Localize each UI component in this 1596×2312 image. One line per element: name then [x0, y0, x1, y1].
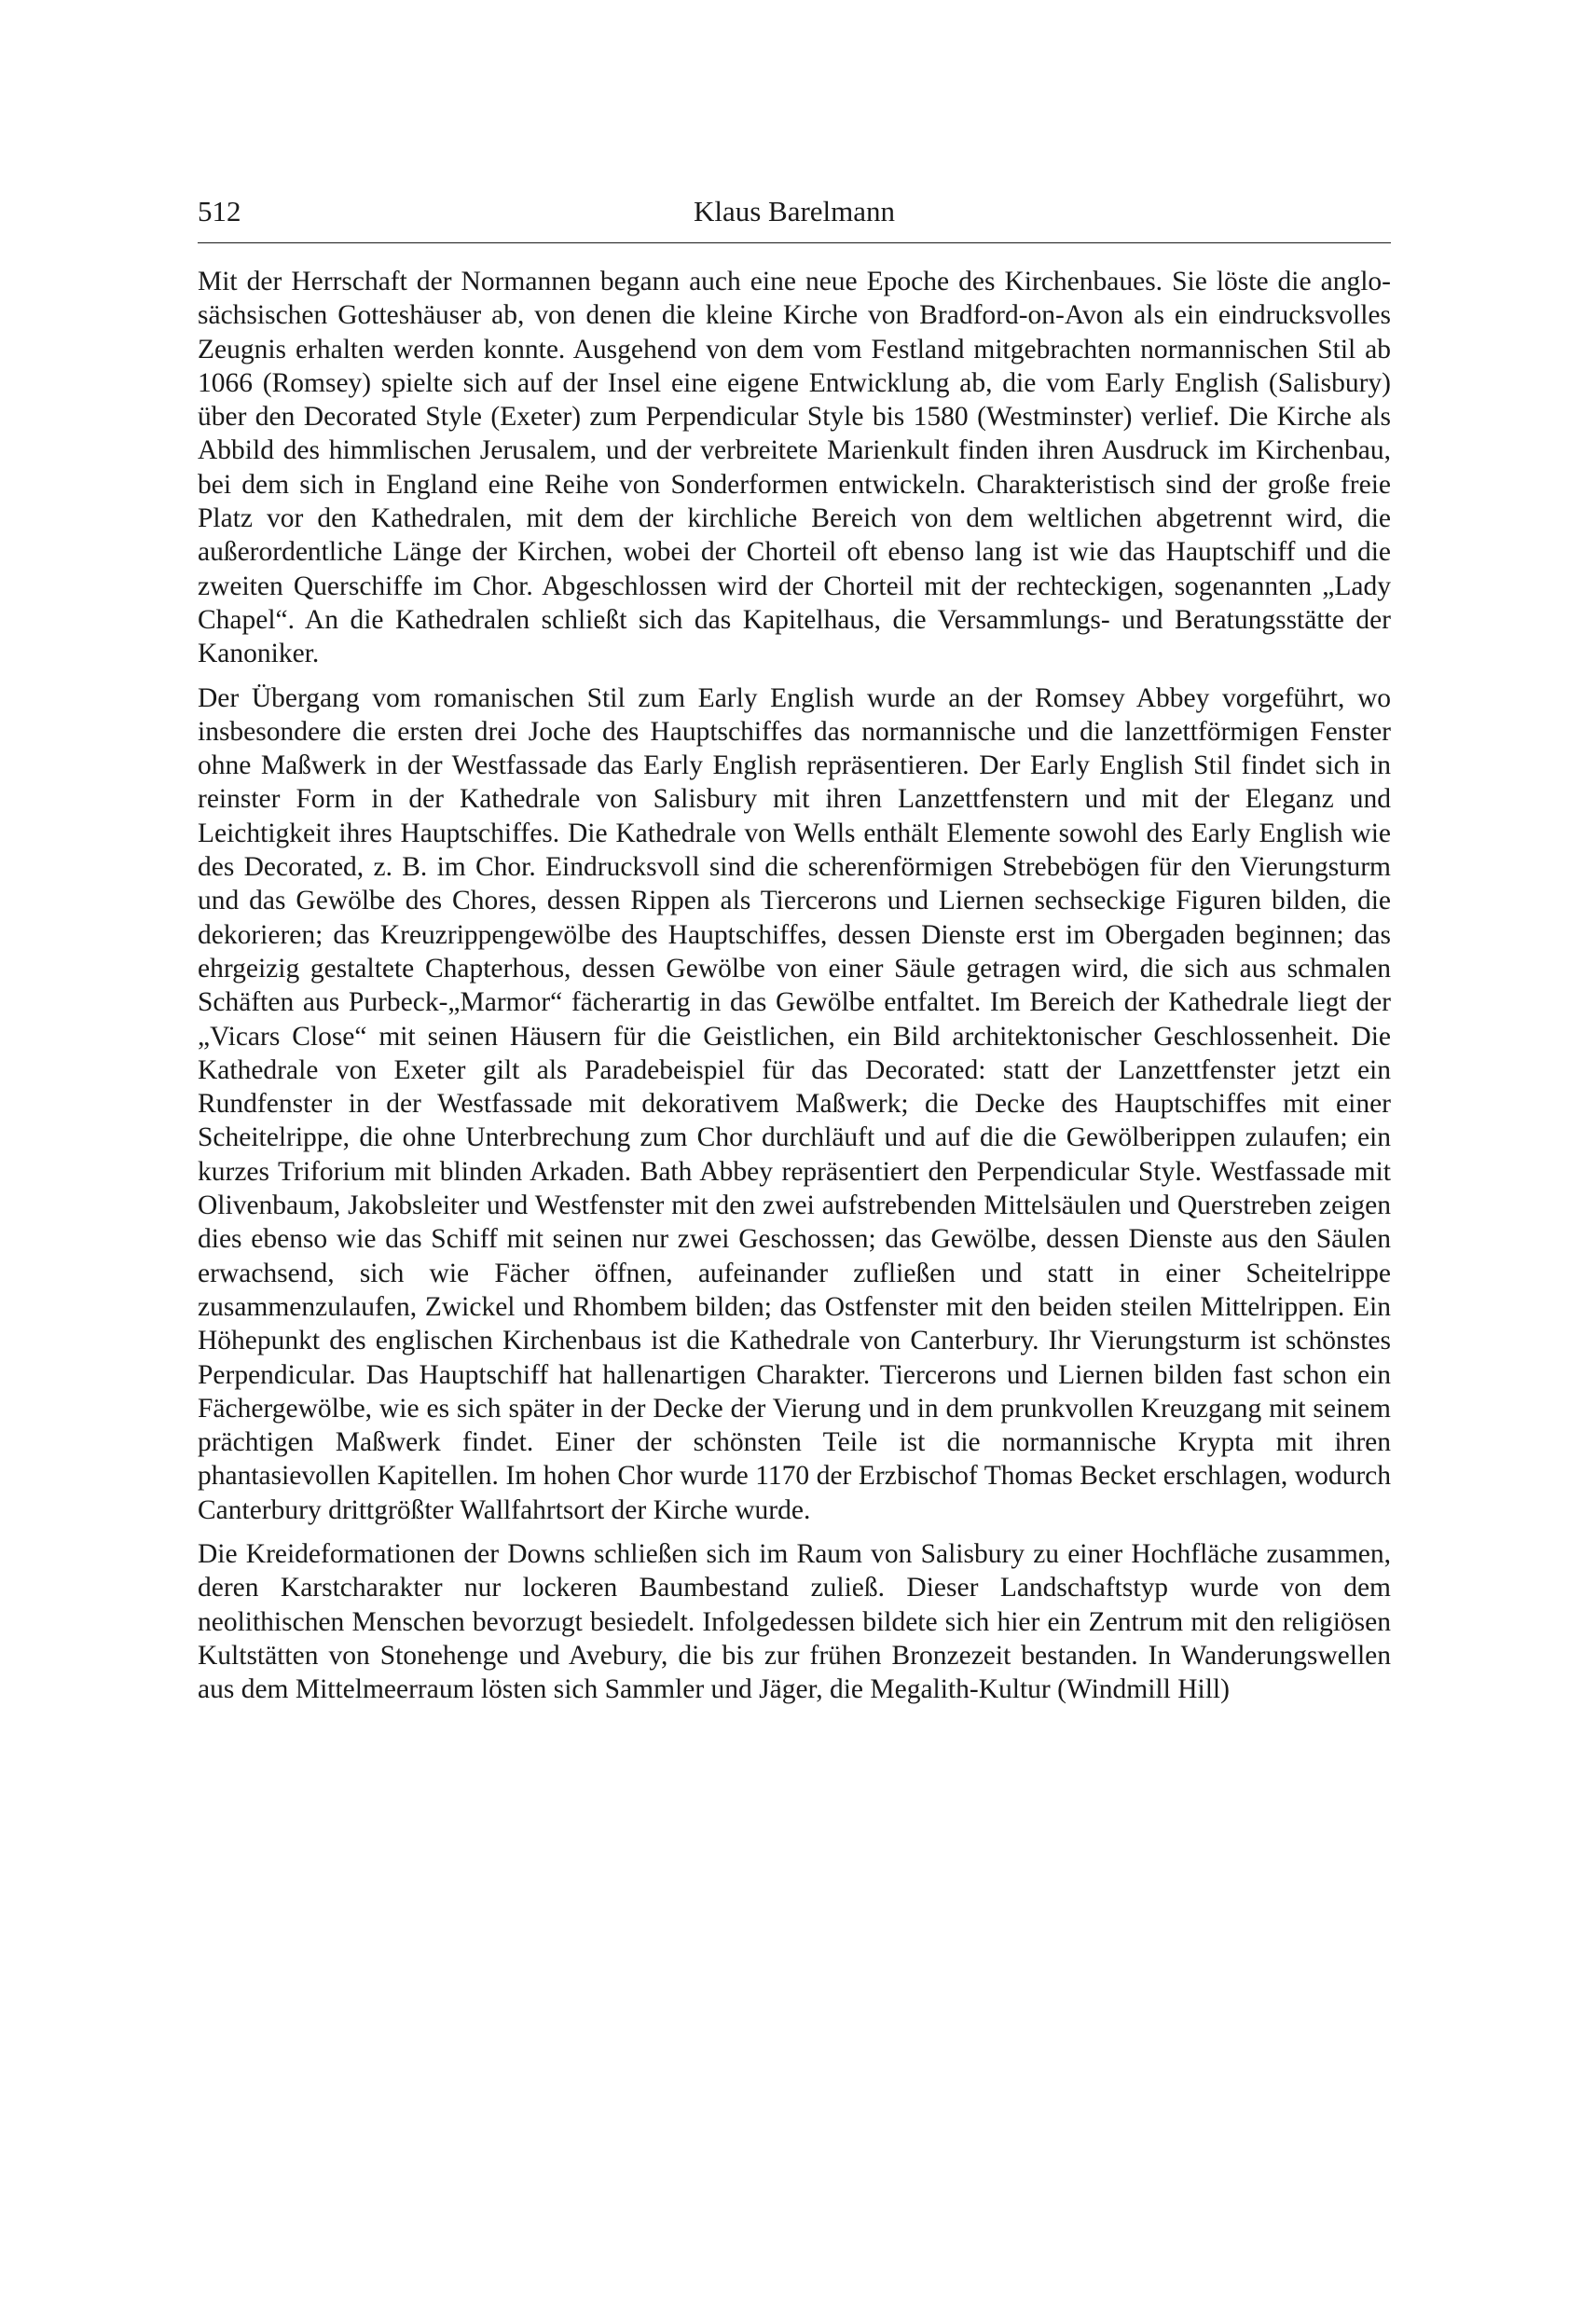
page-number: 512 [198, 195, 241, 227]
page-header [198, 191, 1391, 232]
body-text [198, 265, 1391, 1716]
paragraph: Mit der Herrschaft der Normannen begann auch eine neue Epoche des Kirchenbaues. Sie löste die anglo-sächsischen Gotteshäuser ab, von denen die kleine Kirche von Bradford-on-Avon als ein eindrucksvolles Zeugnis erhalten werden konnte. Ausgehend von dem vom Festland mitgebrachten normannischen Stil ab 1066 (Romsey) spielte sich auf der Insel eine eigene Entwicklung ab, die vom Early English (Salisbury) über den Decorated Style (Exeter) zum Perpendicular Style bis 1580 (Westminster) verlief. Die Kirche als Abbild des himmlischen Jerusalem, und der verbreitete Marienkult finden ihren Ausdruck im Kirchenbau, bei dem sich in England eine Reihe von Sonderformen entwickeln. Charakteristisch sind der große freie Platz vor den Kathedralen, mit dem der kirchliche Bereich von dem weltlichen abgetrennt wird, die außerordentliche Länge der Kirchen, wobei der Chorteil oft ebenso lang ist wie das Hauptschiff und die zweiten Querschiffe im Chor. Abgeschlossen wird der Chorteil mit der rechteckigen, sogenannten „Lady Chapel“. An die Kathedralen schließt sich das Kapitelhaus, die Versammlungs- und Beratungsstätte der Kanoniker. [198, 267, 1391, 669]
paragraph: Die Kreideformationen der Downs schließen sich im Raum von Salisbury zu einer Hochfläche zusammen, deren Karstcharakter nur lockeren Baumbestand zuließ. Dieser Landschaftstyp wurde von dem neolithischen Menschen bevorzugt besiedelt. Infolgedessen bildete sich hier ein Zentrum mit den religiösen Kultstätten von Stonehenge und Avebury, die bis zur frühen Bronzezeit bestanden. In Wanderungswellen aus dem Mittelmeerraum lösten sich Sammler und Jäger, die Megalith-Kultur (Windmill Hill) [198, 1538, 1391, 1705]
header-rule [198, 242, 1391, 243]
running-head: Klaus Barelmann [693, 195, 896, 227]
paragraph: Der Übergang vom romanischen Stil zum Early English wurde an der Romsey Abbey vorgeführt, wo insbesondere die ersten drei Joche des Hauptschiffes das normannische und die lanzettförmigen Fenster ohne Maßwerk in der Westfassade das Early English repräsentieren. Der Early English Stil findet sich in reinster Form in der Kathedrale von Salisbury mit ihren Lanzettfenstern und mit der Eleganz und Leichtigkeit ihres Hauptschiffes. Die Kathedrale von Wells enthält Elemente sowohl des Early English wie des Decorated, z. B. im Chor. Eindrucksvoll sind die scherenförmigen Strebebögen für den Vierungsturm und das Gewölbe des Chores, dessen Rippen als Tiercerons und Liernen sechseckige Figuren bilden, die dekorieren; das Kreuzrippengewölbe des Hauptschiffes, dessen Dienste erst im Obergaden beginnen; das ehrgeizig gestaltete Chapterhous, dessen Gewölbe von einer Säule getragen wird, die sich aus schmalen Schäften aus Purbeck-„Marmor“ fächerartig in das Gewölbe entfaltet. Im Bereich der Kathedrale liegt der „Vicars Close“ mit seinen Häusern für die Geistlichen, ein Bild architektonischer Geschlossenheit. Die Kathedrale von Exeter gilt als Paradebeispiel für das Decorated: statt der Lanzettfenster jetzt ein Rundfenster in der Westfassade mit dekorativem Maßwerk; die Decke des Hauptschiffes mit einer Scheitelrippe, die ohne Unterbrechung zum Chor durchläuft und auf die die Gewölberippen zulaufen; ein kurzes Triforium mit blinden Arkaden. Bath Abbey repräsentiert den Perpendicular Style. Westfassade mit Olivenbaum, Jakobsleiter und Westfenster mit den zwei aufstrebenden Mittelsäulen und Querstreben zeigen dies ebenso wie das Schiff mit seinen nur zwei Geschossen; das Gewölbe, dessen Dienste aus den Säulen erwachsend, sich wie Fächer öffnen, aufeinander zufließen und statt in einer Scheitelrippe zusammenzulaufen, Zwickel und Rhombem bilden; das Ostfenster mit den beiden steilen Mittelrippen. Ein Höhepunkt des englischen Kirchenbaus ist die Kathedrale von Canterbury. Ihr Vierungsturm ist schönstes Perpendicular. Das Hauptschiff hat hallenartigen Charakter. Tiercerons und Liernen bilden fast schon ein Fächergewölbe, wie es sich später in der Decke der Vierung und in dem prunkvollen Kreuzgang mit seinem prächtigen Maßwerk findet. Einer der schönsten Teile ist die normannische Krypta mit ihren phantasievollen Kapitellen. Im hohen Chor wurde 1170 der Erzbischof Thomas Becket erschlagen, wodurch Canterbury drittgrößter Wallfahrtsort der Kirche wurde. [198, 682, 1391, 1525]
